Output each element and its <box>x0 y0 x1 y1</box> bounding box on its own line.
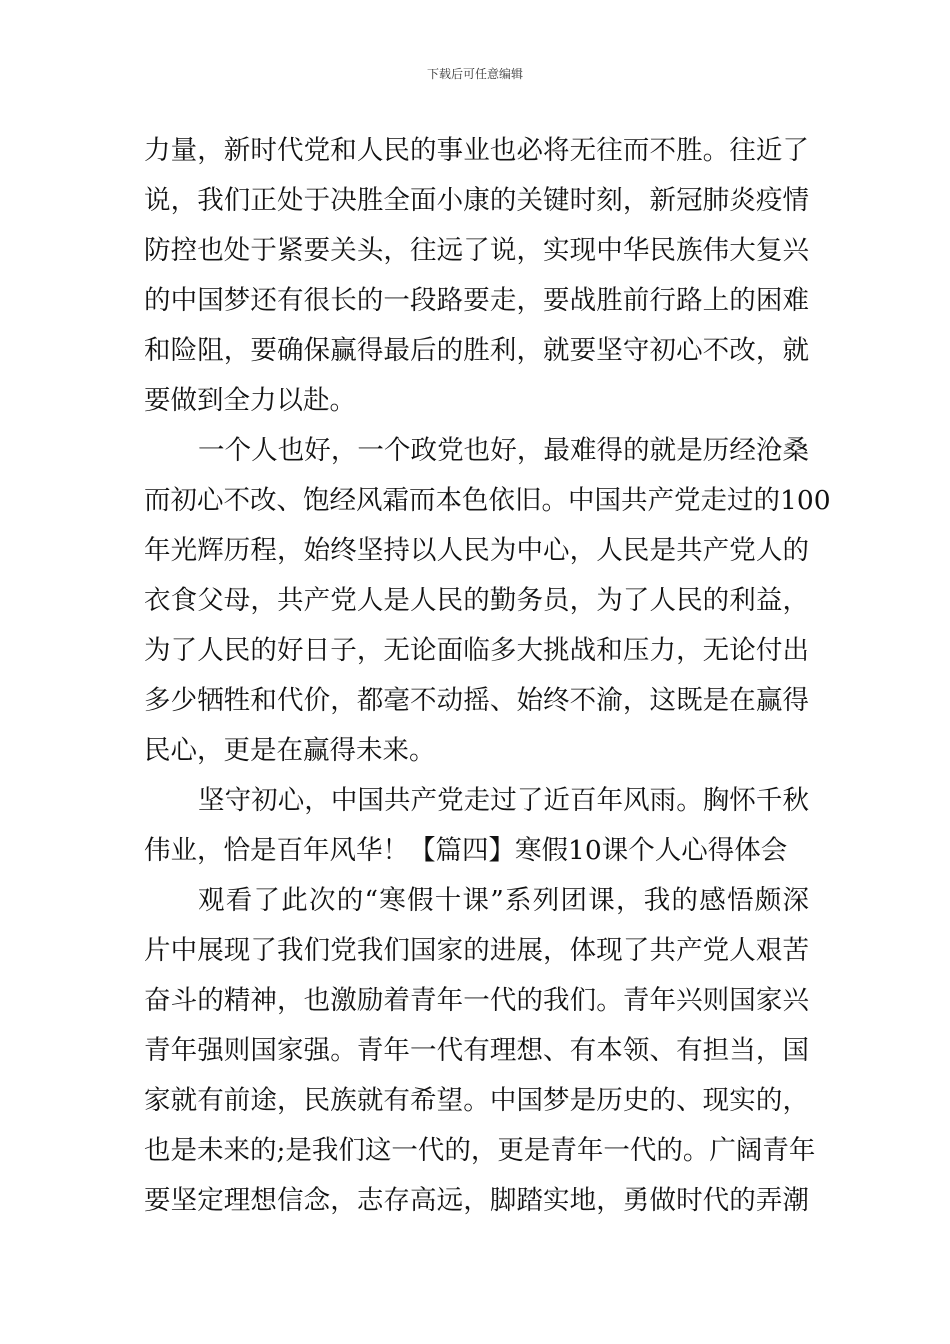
text-line: 要坚定理想信念，志存高远，脚踏实地，勇做时代的弄潮 <box>144 1185 809 1216</box>
text-line: 要做到全力以赴。 <box>144 385 356 416</box>
text-line: 而初心不改、饱经风霜而本色依旧。中国共产党走过的100 <box>144 485 831 516</box>
text-line: 也是未来的;是我们这一代的，更是青年一代的。广阔青年 <box>144 1135 816 1166</box>
text-line: 家就有前途，民族就有希望。中国梦是历史的、现实的， <box>144 1085 809 1116</box>
text-line: 民心，更是在赢得未来。 <box>144 735 436 766</box>
text-line: 力量，新时代党和人民的事业也必将无往而不胜。往近了 <box>144 135 809 166</box>
text-line: 奋斗的精神，也激励着青年一代的我们。青年兴则国家兴 <box>144 985 809 1016</box>
text-line: 说，我们正处于决胜全面小康的关键时刻，新冠肺炎疫情 <box>144 185 809 216</box>
body-text <box>144 126 831 1226</box>
text-line: 衣食父母，共产党人是人民的勤务员，为了人民的利益， <box>144 585 809 616</box>
text-line: 坚守初心，中国共产党走过了近百年风雨。胸怀千秋 <box>198 785 809 816</box>
text-line: 年光辉历程，始终坚持以人民为中心，人民是共产党人的 <box>144 535 809 566</box>
text-line: 青年强则国家强。青年一代有理想、有本领、有担当，国 <box>144 1035 809 1066</box>
text-line: 伟业，恰是百年风华！【篇四】寒假10课个人心得体会 <box>144 835 788 866</box>
page-header: 下载后可任意编辑 <box>426 67 523 81</box>
text-line: 观看了此次的“寒假十课”系列团课，我的感悟颇深 <box>198 885 809 916</box>
text-line: 多少牺牲和代价，都毫不动摇、始终不渝，这既是在赢得 <box>144 685 809 716</box>
text-line: 为了人民的好日子，无论面临多大挑战和压力，无论付出 <box>144 635 809 666</box>
text-line: 防控也处于紧要关头，往远了说，实现中华民族伟大复兴 <box>144 235 809 266</box>
text-line: 的中国梦还有很长的一段路要走，要战胜前行路上的困难 <box>144 285 809 316</box>
text-line: 片中展现了我们党我们国家的进展，体现了共产党人艰苦 <box>144 935 809 966</box>
text-line: 一个人也好，一个政党也好，最难得的就是历经沧桑 <box>198 435 809 466</box>
text-line: 和险阻，要确保赢得最后的胜利，就要坚守初心不改，就 <box>144 335 809 366</box>
